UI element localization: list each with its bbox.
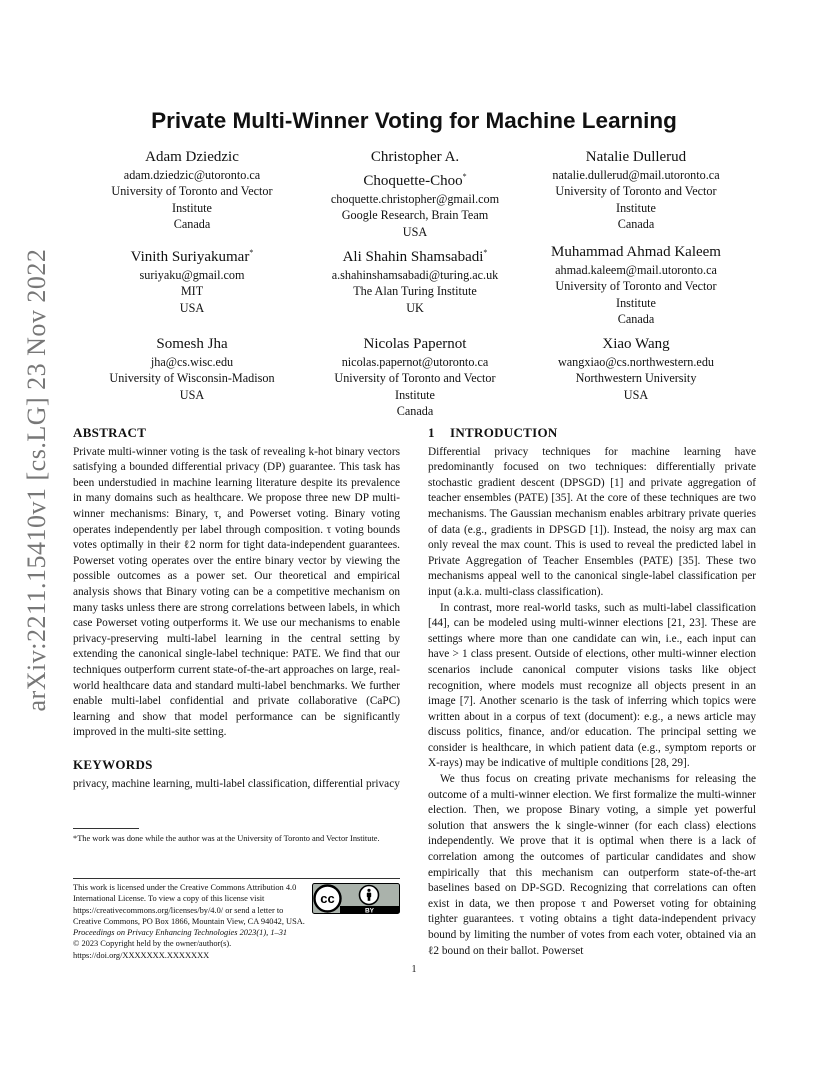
author-country: USA [179, 300, 205, 315]
author-affiliation: Institute [616, 200, 656, 215]
proceedings-line: Proceedings on Privacy Enhancing Technologies 2023(1), 1–31 [73, 928, 288, 938]
author-block [72, 148, 312, 232]
abstract-text: Private multi-winner voting is the task of revealing k-hot binary vectors satisfying a bounded differential privacy (DP) guarantee. This task has been understudied in machine learning literature despite its prevalence in many domains such as healthcare. We propose three new DP multi-winner mechanisms: Binary, τ, and Powerset voting. Binary voting operates independently per label through composition. τ voting bounds votes optimally in their ℓ2 norm for tight data-independent guarantees. Powerset voting operates over the entire binary vector by viewing the possible outcomes as a power set. Our theoretical and empirical analysis shows that Binary voting can be a competitive mechanism on many tasks unless there are strong correlations between labels, in which case Powerset voting outperforms it. We use our mechanisms to enable privacy-preserving multi-label learning in the central setting by extending the canonical single-label technique: PATE. We find that our techniques outperform current state-of-the-art approaches on large, real-world healthcare data and standard multi-label benchmarks. We further enable multi-label confidential and private collaborative (CaPC) learning and show that model performance can be significantly improved in the multi-site setting. [73, 445, 400, 739]
arxiv-identifier [12, 248, 62, 712]
author-block [72, 335, 312, 403]
author-block [295, 243, 535, 316]
author-footnote: *The work was done while the author was at the University of Toronto and Vector Institute. [73, 834, 380, 843]
keywords-text: privacy, machine learning, multi-label classification, differential privacy [73, 777, 400, 790]
author-email: jha@cs.wisc.edu [150, 355, 234, 369]
author-country: USA [179, 387, 205, 402]
author-affiliation: Northwestern University [575, 371, 697, 386]
author-country: USA [623, 387, 649, 402]
author-affiliation: University of Toronto and Vector [555, 184, 717, 199]
footnote-mark: * [483, 248, 488, 257]
license-divider [73, 878, 400, 879]
author-name: Nicolas Papernot [363, 336, 467, 352]
author-affiliation: Google Research, Brain Team [341, 208, 489, 223]
author-name: Muhammad Ahmad Kaleem [551, 244, 721, 260]
introduction-heading [428, 425, 756, 441]
author-affiliation: MIT [180, 284, 204, 299]
intro-paragraph: In contrast, more real-world tasks, such as multi-label classification [44], can be modeled using multi-winner elections [21, 23]. These are settings where more than one candidate can win, i.e., each input can have > 1 class present. Outside of elections, other multi-winner election scenarios include canonical computer visions tasks like object recognition, where models must recognize all objects present in an image [7]. Another scenario is the task of inferring which topics were written about in a corpus of text (document): e.g., a news article may discuss politics, finance, and/or education. The principal setting we consider is healthcare, in which patient data (e.g., symptom reports or X-rays) may be indicative of multiple conditions [28, 29]. [428, 601, 756, 770]
section-title: INTRODUCTION [450, 425, 558, 440]
author-country: Canada [396, 403, 434, 418]
author-name: Xiao Wang [602, 336, 670, 352]
abstract-section [73, 425, 400, 741]
intro-paragraph: We thus focus on creating private mechanisms for releasing the outcome of a multi-winner election. We first formalize the multi-winner election. Then, we propose Binary voting, a simple yet powerful solution that answers the k single-winner (for each class) elections independently. We prove that it is optimal when there is a lack of correlation among the outcomes of particular candidates and show empirically that this mechanism can outperform state-of-the-art baselines based on DP-SGD. Recognizing that correlations can often exist in data, we then propose τ and Powerset voting for obtaining tighter guarantees. τ voting obtains a tight data-independent privacy bound by limiting the number of votes from each voter, obtained via an ℓ2 bound on their ballot. Powerset [428, 773, 756, 957]
author-block [516, 243, 756, 327]
introduction-section [428, 425, 756, 959]
author-name: Christopher A. [370, 149, 460, 165]
doi-link[interactable]: https://doi.org/XXXXXXX.XXXXXXX [73, 950, 210, 960]
author-name: Ali Shahin Shamsabadi* [342, 248, 488, 265]
author-affiliation: University of Toronto and Vector [334, 371, 496, 386]
author-affiliation: University of Toronto and Vector [111, 184, 273, 199]
author-email: choquette.christopher@gmail.com [330, 192, 500, 206]
author-affiliation: University of Toronto and Vector [555, 279, 717, 294]
page-number: 1 [411, 964, 417, 975]
author-email: suriyaku@gmail.com [139, 268, 245, 282]
author-affiliation: The Alan Turing Institute [353, 284, 477, 299]
author-affiliation: Institute [616, 295, 656, 310]
section-number: 1 [428, 425, 435, 440]
author-block [516, 335, 756, 403]
author-country: Canada [617, 311, 655, 326]
by-label: BY [364, 907, 375, 914]
abstract-heading: ABSTRACT [73, 425, 147, 440]
author-name-cont: Choquette-Choo* [363, 172, 467, 189]
author-affiliation: Institute [395, 387, 435, 402]
author-block [295, 335, 535, 419]
cc-icon-label: cc [320, 891, 335, 906]
author-country: USA [402, 224, 428, 239]
author-country: Canada [173, 216, 211, 231]
author-affiliation: University of Wisconsin-Madison [109, 371, 275, 386]
author-block [295, 148, 535, 240]
author-email: natalie.dullerud@mail.utoronto.ca [552, 168, 720, 182]
footnote-mark: * [462, 172, 467, 181]
footnote-mark: * [249, 248, 254, 257]
author-block [516, 148, 756, 232]
author-name: Somesh Jha [156, 336, 228, 352]
keywords-heading: KEYWORDS [73, 757, 153, 772]
paper-title: Private Multi-Winner Voting for Machine Learning [151, 108, 677, 133]
author-name: Vinith Suriyakumar* [130, 248, 254, 265]
arxiv-identifier-text: arXiv:2211.15410v1 [cs.LG] 23 Nov 2022 [22, 248, 51, 712]
footnote-divider [73, 828, 139, 829]
cc-by-license-badge [312, 883, 400, 914]
intro-paragraph: Differential privacy techniques for machine learning have predominantly focused on two techniques: differentially private stochastic gradient descent (DPSGD) [1] and private aggregation of teacher ensembles (PATE) [35]. At the core of these techniques are two mechanisms. The Gaussian mechanism enables arbitrary private queries of data (e.g., gradients in DPSGD [1]). Instead, the noisy arg max can only reveal the max count. This is used to reveal the predicted label in Private Aggregation of Teacher Ensembles (PATE) [35]. These two mechanisms appeal well to the canonical single-label classification per input (a.k.a. multi-class classification). [428, 445, 756, 598]
license-text: This work is licensed under the Creative Commons Attribution 4.0 International License. To view a copy of this license visit https://creativecommons.org/licenses/by/4.0/ or send a letter to Creative Commons, PO Box 1866, Mountain View, CA 94042, USA. [73, 883, 305, 926]
author-affiliation: Institute [172, 200, 212, 215]
author-email: nicolas.papernot@utoronto.ca [341, 355, 489, 369]
author-block [72, 243, 312, 316]
author-email: wangxiao@cs.northwestern.edu [557, 355, 715, 369]
author-email: ahmad.kaleem@mail.utoronto.ca [555, 263, 717, 277]
author-name: Adam Dziedzic [145, 149, 239, 165]
author-email: a.shahinshamsabadi@turing.ac.uk [331, 268, 499, 282]
copyright-line: © 2023 Copyright held by the owner/author(s). [73, 939, 232, 949]
author-email: adam.dziedzic@utoronto.ca [123, 168, 261, 182]
author-country: Canada [617, 216, 655, 231]
author-name: Natalie Dullerud [585, 149, 687, 165]
keywords-section [73, 757, 400, 792]
author-country: UK [406, 300, 424, 315]
